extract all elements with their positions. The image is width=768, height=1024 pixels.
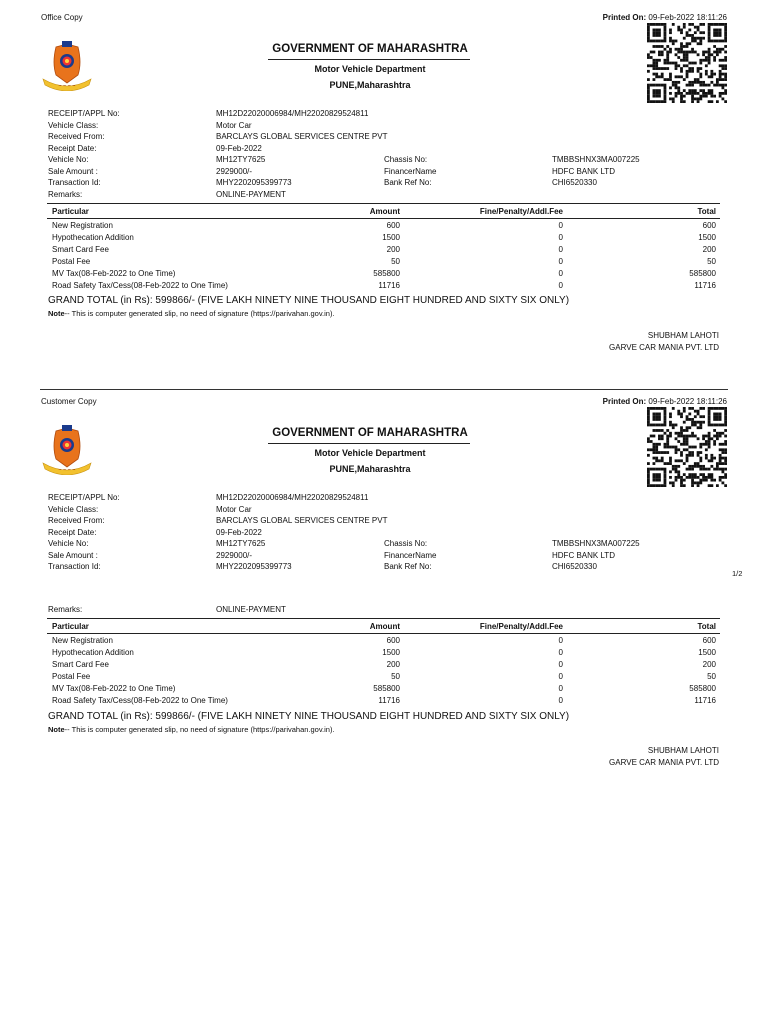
cell: 200 [702, 244, 716, 254]
vehicle-no-label: Vehicle No: [48, 539, 89, 548]
cell: 0 [558, 659, 563, 669]
cell: 0 [558, 635, 563, 645]
cell: Road Safety Tax/Cess(08-Feb-2022 to One Time) [52, 280, 228, 290]
received-from-label: Received From: [48, 516, 105, 525]
cell: 200 [386, 659, 400, 669]
customer-copy [0, 397, 768, 777]
cell: 0 [558, 268, 563, 278]
cell: 600 [702, 635, 716, 645]
receipt-date-value: 09-Feb-2022 [216, 143, 262, 153]
cell: 1500 [698, 232, 716, 242]
cell: 585800 [373, 683, 400, 693]
fee-table [47, 203, 720, 291]
cell: 0 [558, 232, 563, 242]
table-row [47, 646, 720, 658]
cell: Smart Card Fee [52, 659, 109, 669]
remarks-value: ONLINE-PAYMENT [216, 605, 286, 614]
cell: 0 [558, 280, 563, 290]
cell: 0 [558, 647, 563, 657]
page-number: 1/2 [732, 569, 743, 578]
government-title: GOVERNMENT OF MAHARASHTRA [272, 43, 468, 55]
cell: 585800 [689, 683, 716, 693]
signatory-name: SHUBHAM LAHOTI [647, 746, 719, 755]
receipt-label: RECEIPT/APPL No: [48, 493, 120, 502]
table-row [47, 658, 720, 670]
copy-divider [40, 389, 728, 390]
vehicle-class-value: Motor Car [216, 120, 252, 130]
sale-amount-label: Sale Amount : [48, 166, 98, 176]
receipt-label: RECEIPT/APPL No: [48, 109, 120, 118]
copy-label: Customer Copy [41, 397, 97, 406]
qr-code-icon [647, 407, 727, 487]
cell: 585800 [373, 268, 400, 278]
printed-on: Printed On: 09-Feb-2022 18:11:26 [602, 397, 727, 406]
cell: 600 [386, 635, 400, 645]
col-total: Total [567, 619, 720, 634]
vehicle-class-label: Vehicle Class: [48, 120, 99, 130]
cell: 0 [558, 256, 563, 266]
table-row [47, 670, 720, 682]
cell: 0 [558, 695, 563, 705]
table-row [47, 634, 720, 647]
cell: 11716 [378, 695, 400, 705]
col-total: Total [567, 204, 720, 219]
signatory-company: GARVE CAR MANIA PVT. LTD [609, 758, 719, 767]
transaction-value: MHY2202095399773 [216, 178, 292, 187]
bank-ref-value: CHI6520330 [552, 178, 597, 187]
transaction-value: MHY2202095399773 [216, 562, 292, 571]
note: Note-- This is computer generated slip, no need of signature (https://parivahan.gov.in). [48, 309, 335, 318]
cell: 0 [558, 683, 563, 693]
col-particular: Particular [47, 619, 306, 634]
cell: New Registration [52, 220, 113, 230]
department-name: Motor Vehicle Department [314, 64, 426, 74]
svg-text:~ ~ ~ ~: ~ ~ ~ ~ [58, 467, 76, 472]
cell: 600 [702, 220, 716, 230]
department-name: Motor Vehicle Department [314, 448, 426, 458]
col-amount: Amount [306, 619, 404, 634]
financer-label: FinancerName [384, 550, 437, 560]
cell: 11716 [378, 280, 400, 290]
cell: MV Tax(08-Feb-2022 to One Time) [52, 683, 176, 693]
cell: 585800 [689, 268, 716, 278]
table-row [47, 255, 720, 267]
cell: 0 [558, 671, 563, 681]
cell: Postal Fee [52, 671, 91, 681]
cell: 11716 [694, 280, 716, 290]
cell: 0 [558, 244, 563, 254]
cell: 1500 [698, 647, 716, 657]
cell: 1500 [382, 647, 400, 657]
sale-amount-value: 2929000/- [216, 550, 253, 560]
svg-text:~ ~ ~ ~: ~ ~ ~ ~ [58, 83, 76, 88]
note: Note-- This is computer generated slip, no need of signature (https://parivahan.gov.in). [48, 725, 335, 734]
table-row [47, 694, 720, 706]
title-underline [268, 443, 470, 444]
vehicle-no-label: Vehicle No: [48, 155, 89, 164]
chassis-value: TMBBSHNX3MA007225 [552, 539, 640, 548]
cell: New Registration [52, 635, 113, 645]
remarks-value: ONLINE-PAYMENT [216, 189, 286, 199]
received-from-label: Received From: [48, 132, 105, 141]
bank-ref-label: Bank Ref No: [384, 178, 432, 187]
cell: Hypothecation Addition [52, 232, 134, 242]
col-fine: Fine/Penalty/Addl.Fee [404, 204, 567, 219]
title-underline [268, 59, 470, 60]
table-row [47, 682, 720, 694]
cell: Road Safety Tax/Cess(08-Feb-2022 to One Time) [52, 695, 228, 705]
col-fine: Fine/Penalty/Addl.Fee [404, 619, 567, 634]
transaction-label: Transaction Id: [48, 562, 101, 571]
cell: 50 [707, 256, 716, 266]
cell: Smart Card Fee [52, 244, 109, 254]
cell: 1500 [382, 232, 400, 242]
financer-value: HDFC BANK LTD [552, 550, 615, 560]
fee-table [47, 618, 720, 706]
sale-amount-label: Sale Amount : [48, 550, 98, 560]
cell: 200 [386, 244, 400, 254]
bank-ref-label: Bank Ref No: [384, 562, 432, 571]
maharashtra-emblem-icon [40, 425, 94, 475]
table-row [47, 267, 720, 279]
chassis-value: TMBBSHNX3MA007225 [552, 155, 640, 164]
bank-ref-value: CHI6520330 [552, 562, 597, 571]
col-particular: Particular [47, 204, 306, 219]
financer-value: HDFC BANK LTD [552, 166, 615, 176]
office-copy [0, 13, 768, 393]
cell: 600 [386, 220, 400, 230]
table-row [47, 231, 720, 243]
chassis-label: Chassis No: [384, 539, 428, 548]
city-name: PUNE,Maharashtra [329, 80, 411, 90]
vehicle-class-value: Motor Car [216, 504, 252, 514]
cell: MV Tax(08-Feb-2022 to One Time) [52, 268, 176, 278]
qr-code-icon [647, 23, 727, 103]
receipt-value: MH12D22020006984/MH22020829524811 [216, 109, 369, 118]
remarks-label: Remarks: [48, 189, 83, 199]
receipt-date-value: 09-Feb-2022 [216, 527, 262, 537]
sale-amount-value: 2929000/- [216, 166, 253, 176]
cell: Postal Fee [52, 256, 91, 266]
cell: 200 [702, 659, 716, 669]
government-title: GOVERNMENT OF MAHARASHTRA [272, 427, 468, 439]
vehicle-no-value: MH12TY7625 [216, 539, 266, 548]
chassis-label: Chassis No: [384, 155, 428, 164]
receipt-value: MH12D22020006984/MH22020829524811 [216, 493, 369, 502]
table-row [47, 219, 720, 232]
cell: Hypothecation Addition [52, 647, 134, 657]
cell: 11716 [694, 695, 716, 705]
cell: 50 [707, 671, 716, 681]
financer-label: FinancerName [384, 166, 437, 176]
signatory-name: SHUBHAM LAHOTI [647, 331, 719, 340]
cell: 50 [391, 671, 400, 681]
city-name: PUNE,Maharashtra [329, 464, 411, 474]
maharashtra-emblem-icon [40, 41, 94, 91]
col-amount: Amount [306, 204, 404, 219]
receipt-date-label: Receipt Date: [48, 143, 97, 153]
grand-total: GRAND TOTAL (in Rs): 599866/- (FIVE LAKH NINETY NINE THOUSAND EIGHT HUNDRED AND SIXTY SIX ONLY) [48, 711, 570, 722]
grand-total: GRAND TOTAL (in Rs): 599866/- (FIVE LAKH NINETY NINE THOUSAND EIGHT HUNDRED AND SIXTY SIX ONLY) [48, 295, 570, 306]
cell: 0 [558, 220, 563, 230]
cell: 50 [391, 256, 400, 266]
received-from-value: BARCLAYS GLOBAL SERVICES CENTRE PVT [216, 132, 388, 141]
received-from-value: BARCLAYS GLOBAL SERVICES CENTRE PVT [216, 516, 388, 525]
table-row [47, 279, 720, 291]
vehicle-class-label: Vehicle Class: [48, 504, 99, 514]
receipt-date-label: Receipt Date: [48, 527, 97, 537]
printed-on: Printed On: 09-Feb-2022 18:11:26 [602, 13, 727, 22]
vehicle-no-value: MH12TY7625 [216, 155, 266, 164]
copy-label: Office Copy [41, 13, 83, 22]
signatory-company: GARVE CAR MANIA PVT. LTD [609, 343, 719, 352]
table-row [47, 243, 720, 255]
remarks-label: Remarks: [48, 605, 83, 614]
transaction-label: Transaction Id: [48, 178, 101, 187]
